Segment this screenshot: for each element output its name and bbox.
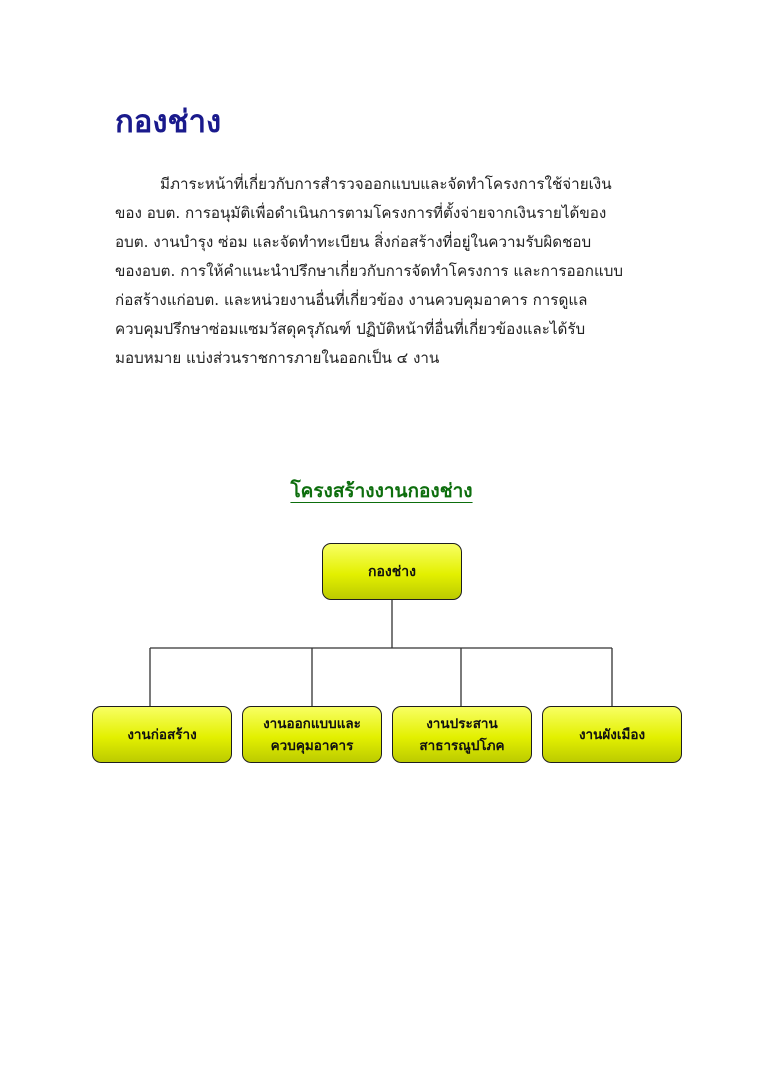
paragraph-line: มอบหมาย แบ่งส่วนราชการภายในออกเป็น ๔ งาน (115, 349, 440, 367)
paragraph-line: ควบคุมปรึกษาซ่อมแซมวัสดุครุภัณฑ์ ปฏิบัติหน้าที่อื่นที่เกี่ยวข้องและได้รับ (115, 320, 586, 338)
org-chart-title: โครงสร้างงานกองช่าง (290, 480, 473, 502)
org-unit-label-line2: สาธารณูปโภค (419, 737, 505, 754)
description-paragraph (115, 170, 660, 373)
page-title: กองช่าง (115, 104, 222, 140)
org-root-label: กองช่าง (368, 563, 416, 580)
paragraph-line: อบต. งานบำรุง ซ่อม และจัดทำทะเบียน สิ่งก่อสร้างที่อยู่ในความรับผิดชอบ (115, 233, 592, 251)
org-unit-label-line2: ควบคุมอาคาร (270, 737, 354, 754)
org-unit-label: งานประสาน (426, 715, 498, 732)
paragraph-line: มีภาระหน้าที่เกี่ยวกับการสำรวจออกแบบและจัดทำโครงการใช้จ่ายเงิน (160, 175, 612, 193)
org-unit-label: งานผังเมือง (578, 726, 646, 743)
paragraph-line: ของอบต. การให้คำแนะนำปรึกษาเกี่ยวกับการจัดทำโครงการ และการออกแบบ (115, 262, 624, 280)
org-unit-label: งานออกแบบและ (263, 715, 361, 732)
org-root-box (322, 543, 462, 600)
org-unit-box-public-utilities (392, 706, 532, 763)
org-unit-box-construction (92, 706, 232, 763)
org-unit-box-town-planning (542, 706, 682, 763)
paragraph-line: ของ อบต. การอนุมัติเพื่อดำเนินการตามโครงการที่ตั้งจ่ายจากเงินรายได้ของ (115, 204, 607, 222)
org-unit-label: งานก่อสร้าง (127, 726, 197, 743)
org-unit-box-design-building-control (242, 706, 382, 763)
paragraph-line: ก่อสร้างแก่อบต. และหน่วยงานอื่นที่เกี่ยวข้อง งานควบคุมอาคาร การดูแล (115, 291, 588, 309)
